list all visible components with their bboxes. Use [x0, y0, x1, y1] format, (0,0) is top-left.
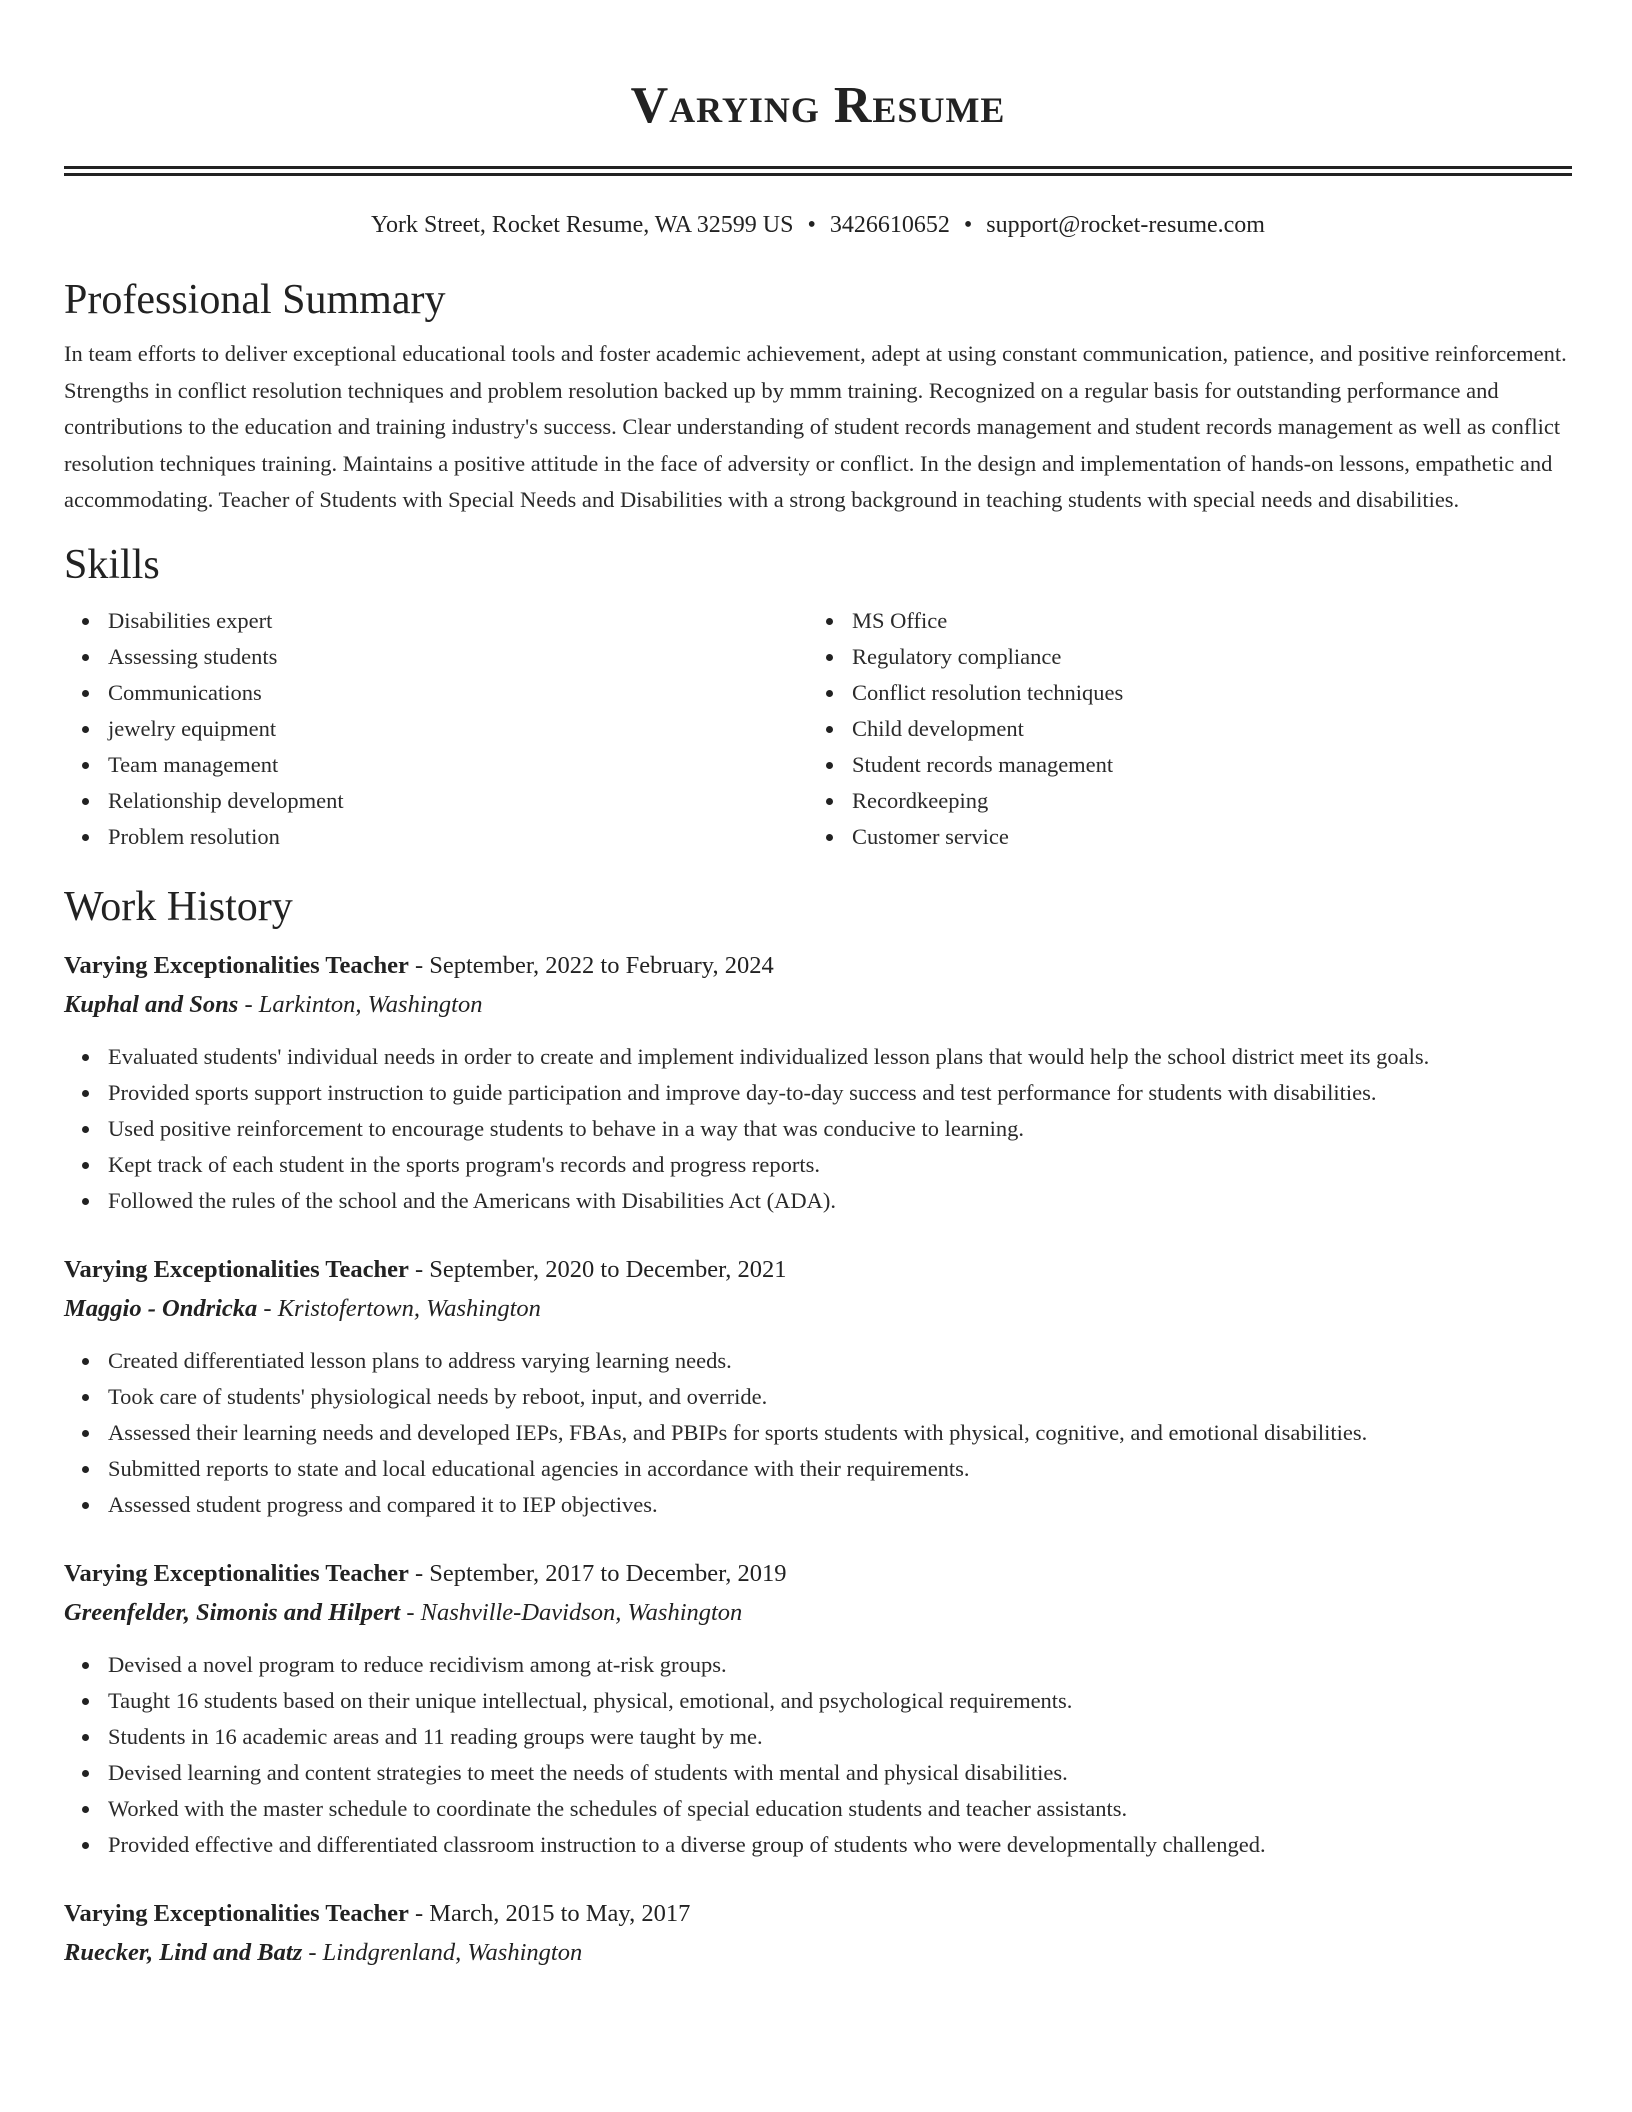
company-line: Maggio - Ondricka - Kristofertown, Washington [64, 1294, 541, 1322]
company-name: Ruecker, Lind and Batz [64, 1938, 303, 1966]
skill-item: Disabilities expert [108, 603, 808, 639]
company-line: Kuphal and Sons - Larkinton, Washington [64, 990, 483, 1018]
skill-item: MS Office [852, 603, 1552, 639]
skills-column-left [64, 603, 808, 855]
job-bullet: Students in 16 academic areas and 11 reading groups were taught by me. [108, 1719, 1572, 1755]
company-location: Kristofertown, Washington [277, 1294, 541, 1322]
job-bullet: Used positive reinforcement to encourage students to behave in a way that was conducive to learning. [108, 1111, 1572, 1147]
skill-item: Problem resolution [108, 819, 808, 855]
job-bullet: Worked with the master schedule to coordinate the schedules of special education students and teacher assistants. [108, 1791, 1572, 1827]
job-bullet: Taught 16 students based on their unique intellectual, physical, emotional, and psychological requirements. [108, 1683, 1572, 1719]
skills-list [64, 603, 1572, 855]
contact-separator: • [963, 212, 973, 238]
job-bullet: Provided effective and differentiated classroom instruction to a diverse group of students who were developmentally challenged. [108, 1827, 1572, 1863]
company-name: Maggio - Ondricka [64, 1294, 258, 1322]
summary-text: In team efforts to deliver exceptional educational tools and foster academic achievement, adept at using constant communication, patience, and positive reinforcement. Strengths in conflict resolution techniques and problem resolution backed up by mmm training. Recognized on a regular basis for outstanding performance and contributions to the education and training industry's success. Clear understanding of student records management and student records management as well as conflict resolution techniques training. Maintains a positive attitude in the face of adversity or conflict. In the design and implementation of hands-on lessons, empathetic and accommodating. Teacher of Students with Special Needs and Disabilities with a strong background in teaching students with special needs and disabilities. [64, 341, 1567, 512]
contact-email: support@rocket-resume.com [986, 212, 1265, 238]
contact-line [64, 210, 1572, 240]
job-bullets [64, 1647, 1572, 1863]
summary-heading: Professional Summary [64, 277, 446, 323]
company-location: Nashville-Davidson, Washington [420, 1598, 743, 1626]
resume-page [64, 0, 1572, 1973]
skill-item: Child development [852, 711, 1552, 747]
job-title: Varying Exceptionalities Teacher [64, 1255, 409, 1283]
skill-item: Customer service [852, 819, 1552, 855]
job-bullet: Kept track of each student in the sports program's records and progress reports. [108, 1147, 1572, 1183]
job-bullets [64, 1343, 1572, 1523]
job-bullet: Created differentiated lesson plans to address varying learning needs. [108, 1343, 1572, 1379]
company-name: Kuphal and Sons [64, 990, 239, 1018]
contact-address: York Street, Rocket Resume, WA 32599 US [371, 212, 794, 238]
job-title: Varying Exceptionalities Teacher [64, 1559, 409, 1587]
skill-item: jewelry equipment [108, 711, 808, 747]
company-name: Greenfelder, Simonis and Hilpert [64, 1598, 401, 1626]
job-bullet: Followed the rules of the school and the Americans with Disabilities Act (ADA). [108, 1183, 1572, 1219]
job-title-line: Varying Exceptionalities Teacher - September, 2017 to December, 2019 [64, 1559, 787, 1587]
job-dates: September, 2020 to December, 2021 [429, 1255, 787, 1283]
work-history-heading: Work History [64, 883, 293, 930]
job-dates: September, 2017 to December, 2019 [429, 1559, 787, 1587]
job-title: Varying Exceptionalities Teacher [64, 1899, 409, 1927]
job-bullet: Assessed their learning needs and developed IEPs, FBAs, and PBIPs for sports students with physical, cognitive, and emotional disabilities. [108, 1415, 1572, 1451]
skill-item: Regulatory compliance [852, 639, 1552, 675]
skill-item: Student records management [852, 747, 1552, 783]
skill-item: Recordkeeping [852, 783, 1552, 819]
company-line: Ruecker, Lind and Batz - Lindgrenland, Washington [64, 1938, 583, 1966]
resume-title: Varying Resume [630, 77, 1006, 134]
job-entry [64, 1895, 1572, 1973]
skill-item: Conflict resolution techniques [852, 675, 1552, 711]
job-bullet: Submitted reports to state and local educational agencies in accordance with their requirements. [108, 1451, 1572, 1487]
job-title-line: Varying Exceptionalities Teacher - September, 2022 to February, 2024 [64, 951, 774, 979]
company-location: Lindgrenland, Washington [322, 1938, 583, 1966]
job-entry [64, 1555, 1572, 1863]
job-title: Varying Exceptionalities Teacher [64, 951, 409, 979]
job-bullet: Devised learning and content strategies to meet the needs of students with mental and physical disabilities. [108, 1755, 1572, 1791]
job-dates: March, 2015 to May, 2017 [429, 1899, 691, 1927]
job-bullet: Evaluated students' individual needs in order to create and implement individualized lesson plans that would help the school district meet its goals. [108, 1039, 1572, 1075]
job-entry [64, 1251, 1572, 1523]
skill-item: Assessing students [108, 639, 808, 675]
job-bullet: Assessed student progress and compared it to IEP objectives. [108, 1487, 1572, 1523]
job-dates: September, 2022 to February, 2024 [429, 951, 774, 979]
skill-item: Communications [108, 675, 808, 711]
company-location: Larkinton, Washington [258, 990, 483, 1018]
skill-item: Relationship development [108, 783, 808, 819]
contact-separator: • [807, 212, 816, 238]
skills-column-right [808, 603, 1552, 855]
job-bullet: Provided sports support instruction to guide participation and improve day-to-day success and test performance for students with disabilities. [108, 1075, 1572, 1111]
contact-phone: 3426610652 [829, 212, 950, 238]
job-title-line: Varying Exceptionalities Teacher - March, 2015 to May, 2017 [64, 1899, 691, 1927]
job-entry [64, 947, 1572, 1219]
skill-item: Team management [108, 747, 808, 783]
title-divider [64, 166, 1572, 176]
skills-heading: Skills [64, 541, 160, 588]
job-bullet: Took care of students' physiological needs by reboot, input, and override. [108, 1379, 1572, 1415]
company-line: Greenfelder, Simonis and Hilpert - Nashville-Davidson, Washington [64, 1598, 743, 1626]
job-title-line: Varying Exceptionalities Teacher - September, 2020 to December, 2021 [64, 1255, 787, 1283]
job-bullet: Devised a novel program to reduce recidivism among at-risk groups. [108, 1647, 1572, 1683]
job-bullets [64, 1039, 1572, 1219]
